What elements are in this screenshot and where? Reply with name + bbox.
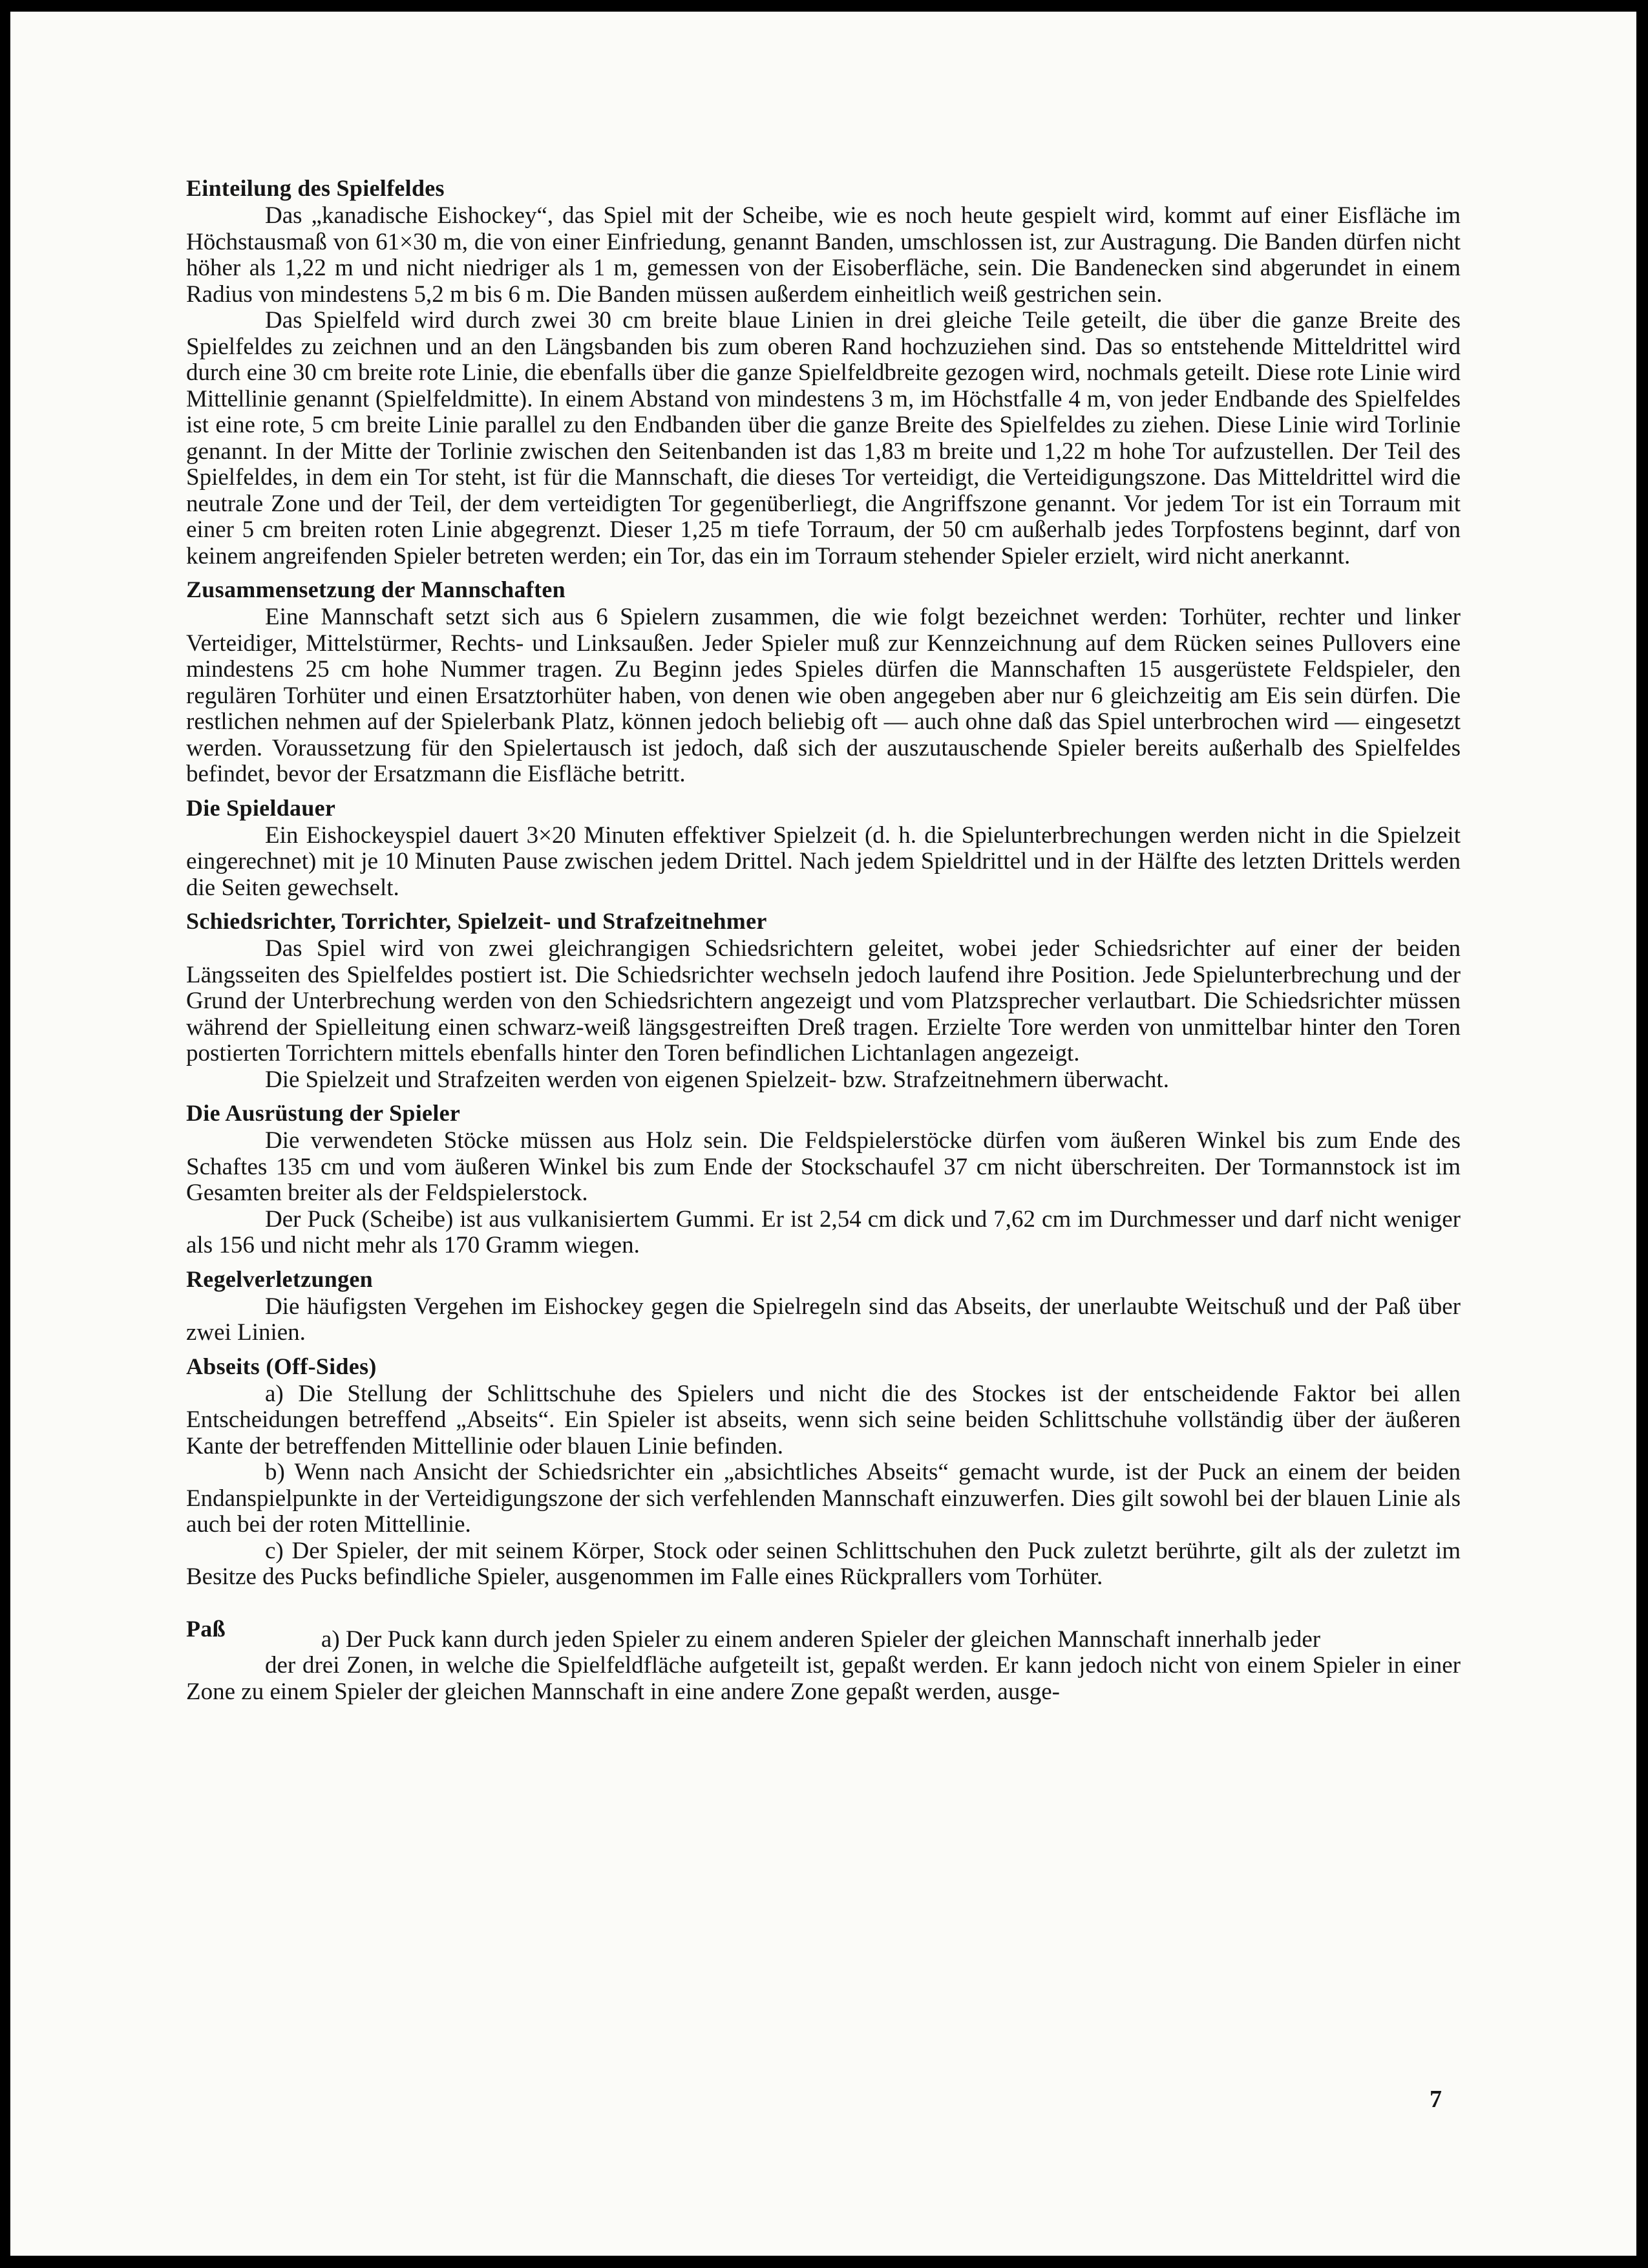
- section-spieldauer: [186, 794, 1461, 902]
- section-regelverletzungen: [186, 1266, 1461, 1346]
- paragraph-first-line: a) Der Puck kann durch jeden Spieler zu einem anderen Spieler der gleichen Mannschaft innerhalb jeder: [321, 1626, 1321, 1653]
- section-heading: Die Ausrüstung der Spieler: [186, 1100, 461, 1126]
- paragraph: c) Der Spieler, der mit seinem Körper, Stock oder seinen Schlittschuhen den Puck zuletzt berührte, gilt als der zuletzt im Besitze des Pucks befindliche Spieler, ausgenommen im Falle eines Rückprallers vom Torhüter.: [186, 1537, 1461, 1590]
- section-heading: Zusammensetzung der Mannschaften: [186, 577, 565, 602]
- paragraph: Ein Eishockeyspiel dauert 3×20 Minuten effektiver Spielzeit (d. h. die Spielunterbrechungen werden nicht in die Spielzeit eingerechnet) mit je 10 Minuten Pause zwischen jedem Drittel. Nach jedem Spieldrittel und in der Hälfte des letzten Drittels werden die Seiten gewechselt.: [186, 821, 1461, 901]
- section-heading: Abseits (Off-Sides): [186, 1353, 377, 1379]
- paragraph: Die verwendeten Stöcke müssen aus Holz sein. Die Feldspielerstöcke dürfen vom äußeren Winkel bis zum Ende des Schaftes 135 cm und vom äußeren Winkel bis zum Ende der Stockschaufel 37 cm nicht überschreiten. Der Tormannstock ist im Gesamten breiter als der Feldspielerstock.: [186, 1127, 1461, 1206]
- pass-heading-row: [186, 1615, 1461, 1653]
- section-zusammensetzung: [186, 576, 1461, 788]
- section-pass: [186, 1615, 1461, 1706]
- paragraph-continuation: der drei Zonen, in welche die Spielfeldfläche aufgeteilt ist, gepaßt werden. Er kann jedoch nicht von einem Spieler in einer Zone zu einem Spieler der gleichen Mannschaft in eine andere Zone gepaßt werden, ausge-: [186, 1652, 1461, 1705]
- section-heading: Einteilung des Spielfeldes: [186, 175, 445, 201]
- section-heading: Die Spieldauer: [186, 794, 336, 821]
- paragraph: Die häufigsten Vergehen im Eishockey gegen die Spielregeln sind das Abseits, der unerlaubte Weitschuß und der Paß über zwei Linien.: [186, 1293, 1461, 1346]
- paragraph: Eine Mannschaft setzt sich aus 6 Spielern zusammen, die wie folgt bezeichnet werden: Torhüter, rechter und linker Verteidiger, Mittelstürmer, Rechts- und Linksaußen. Jeder Spieler muß zur Kennzeichnung auf dem Rücken seines Pullovers eine mindestens 25 cm hohe Nummer tragen. Zu Beginn jedes Spieles dürfen die Mannschaften 15 ausgerüstete Feldspieler, den regulären Torhüter und einen Ersatztorhüter haben, von denen wie oben angegeben aber nur 6 gleichzeitig am Eis sein dürfen. Die restlichen nehmen auf der Spielerbank Platz, können jedoch beliebig oft — auch ohne daß das Spiel unterbrochen wird — eingesetzt werden. Voraussetzung für den Spielertausch ist jedoch, daß sich der auszutauschende Spieler bereits außerhalb des Spielfeldes befindet, bevor der Ersatzmann die Eisfläche betritt.: [186, 604, 1461, 787]
- section-abseits: [186, 1353, 1461, 1591]
- section-ausruestung: [186, 1099, 1461, 1259]
- paragraph: Das Spielfeld wird durch zwei 30 cm breite blaue Linien in drei gleiche Teile geteilt, die über die ganze Breite des Spielfeldes zu zeichnen und an den Längsbanden bis zum oberen Rand hochzuziehen sind. Das so entstehende Mitteldrittel wird durch eine 30 cm breite rote Linie, die ebenfalls über die ganze Spielfeldbreite gezogen wird, nochmals geteilt. Diese rote Linie wird Mittellinie genannt (Spielfeldmitte). In einem Abstand von mindestens 3 m, im Höchstfalle 4 m, von jeder Endbande des Spielfeldes ist eine rote, 5 cm breite Linie parallel zu den Endbanden über die ganze Breite des Spielfeldes zu ziehen. Diese Linie wird Torlinie genannt. In der Mitte der Torlinie zwischen den Seitenbanden ist das 1,83 m breite und 1,22 m hohe Tor aufzustellen. Der Teil des Spielfeldes, in dem ein Tor steht, ist für die Mannschaft, die dieses Tor verteidigt, die Verteidigungszone. Das Mitteldrittel wird die neutrale Zone und der Teil, der dem verteidigten Tor gegenüberliegt, die Angriffszone genannt. Vor jedem Tor ist ein Torraum mit einer 5 cm breiten roten Linie abgegrenzt. Dieser 1,25 m tiefe Torraum, der 50 cm außerhalb jedes Torpfostens beginnt, darf von keinem angreifenden Spieler betreten werden; ein Tor, das ein im Torraum stehender Spieler erzielt, wird nicht anerkannt.: [186, 307, 1461, 569]
- paragraph: b) Wenn nach Ansicht der Schiedsrichter ein „absichtliches Abseits“ gemacht wurde, ist der Puck an einem der beiden Endanspielpunkte in der Verteidigungszone der sich verfehlenden Mannschaft einzuwerfen. Dies gilt sowohl bei der blauen Linie als auch bei der roten Mittellinie.: [186, 1459, 1461, 1538]
- page-sheet: [10, 12, 1636, 2256]
- page-number: 7: [1430, 2086, 1442, 2113]
- section-einteilung: [186, 175, 1461, 569]
- paragraph: Der Puck (Scheibe) ist aus vulkanisiertem Gummi. Er ist 2,54 cm dick und 7,62 cm im Durchmesser und darf nicht weniger als 156 und nicht mehr als 170 Gramm wiegen.: [186, 1205, 1461, 1258]
- paragraph: Das „kanadische Eishockey“, das Spiel mit der Scheibe, wie es noch heute gespielt wird, kommt auf einer Eisfläche im Höchstausmaß von 61×30 m, die von einer Einfriedung, genannt Banden, umschlossen ist, zur Austragung. Die Banden dürfen nicht höher als 1,22 m und nicht niedriger als 1 m, gemessen von der Eisoberfläche, sein. Die Bandenecken sind abgerundet in einem Radius von mindestens 5,2 m bis 6 m. Die Banden müssen außerdem einheitlich weiß gestrichen sein.: [186, 202, 1461, 308]
- document-body: [186, 175, 1461, 1712]
- section-schiedsrichter: [186, 907, 1461, 1093]
- paragraph: Das Spiel wird von zwei gleichrangigen Schiedsrichtern geleitet, wobei jeder Schiedsrichter auf einer der beiden Längsseiten des Spielfeldes postiert ist. Die Schiedsrichter wechseln jedoch laufend ihre Position. Jede Spielunterbrechung und der Grund der Unterbrechung werden von den Schiedsrichtern angezeigt und vom Platzsprecher verlautbart. Die Schiedsrichter müssen während der Spielleitung einen schwarz-weiß längsgestreiften Dreß tragen. Erzielte Tore werden von unmittelbar hinter den Toren postierten Torrichtern mittels ebenfalls hinter den Toren befindlichen Lichtanlagen angezeigt.: [186, 935, 1461, 1066]
- paragraph: Die Spielzeit und Strafzeiten werden von eigenen Spielzeit- bzw. Strafzeitnehmern überwacht.: [265, 1066, 1169, 1093]
- section-heading: Paß: [186, 1615, 226, 1642]
- section-heading: Schiedsrichter, Torrichter, Spielzeit- und Strafzeitnehmer: [186, 908, 767, 934]
- paragraph: a) Die Stellung der Schlittschuhe des Spielers und nicht die des Stockes ist der entscheidende Faktor bei allen Entscheidungen betreffend „Abseits“. Ein Spieler ist abseits, wenn sich seine beiden Schlittschuhe vollständig über der äußeren Kante der betreffenden Mittellinie oder blauen Linie befinden.: [186, 1380, 1461, 1459]
- section-heading: Regelverletzungen: [186, 1266, 374, 1292]
